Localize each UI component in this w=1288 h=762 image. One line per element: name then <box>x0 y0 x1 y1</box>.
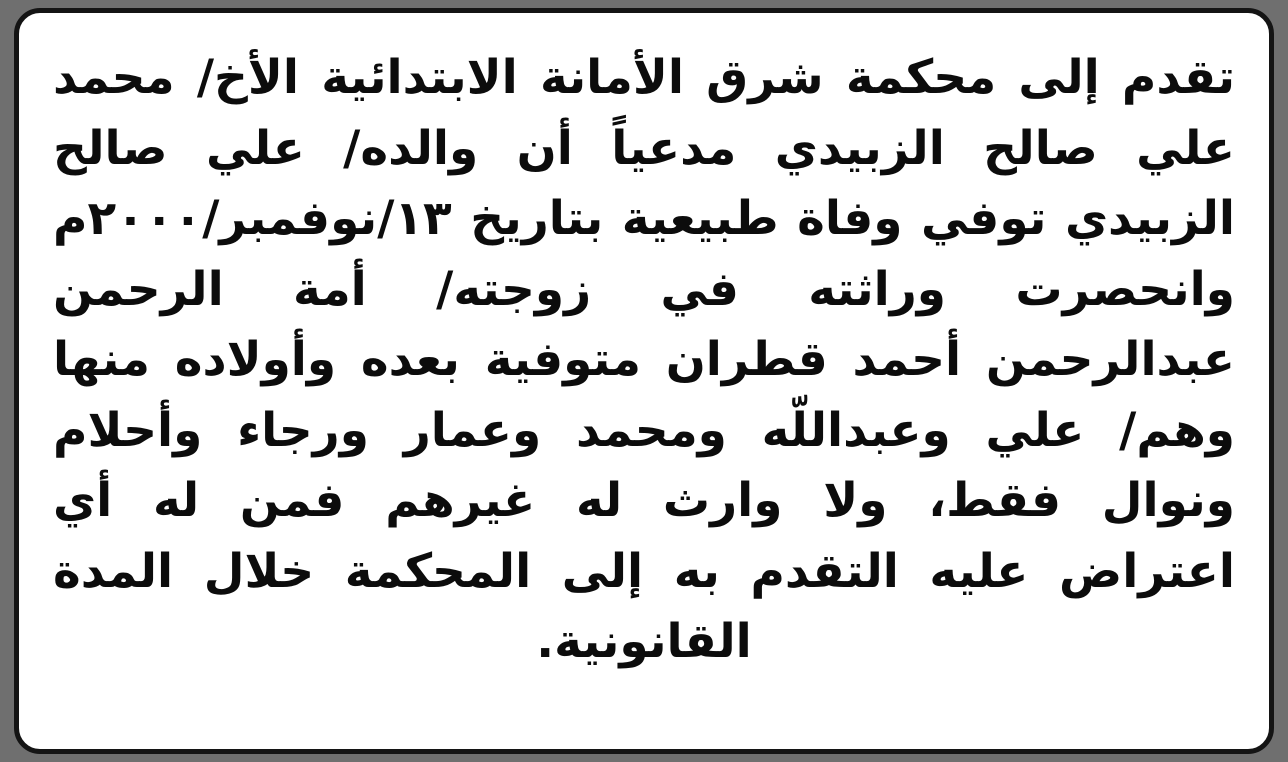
notice-text-block <box>19 13 1269 702</box>
notice-paragraph: تقدم إلى محكمة شرق الأمانة الابتدائية الأخ/ محمد علي صالح الزبيدي مدعياً أن والده/ علي صالح الزبيدي توفي وفاة طبيعية بتاريخ ١٣/نوفمبر/٢٠٠٠م وانحصرت وراثته في زوجته/ أمة الرحمن عبدالرحمن أحمد قطران متوفية بعده وأولاده منها وهم/ علي وعبداللّه ومحمد وعمار ورجاء وأحلام ونوال فقط، ولا وارث له غيرهم فمن له أي اعتراض عليه التقدم به إلى المحكمة خلال المدة القانونية. <box>53 50 1235 669</box>
legal-notice-card <box>14 8 1274 754</box>
